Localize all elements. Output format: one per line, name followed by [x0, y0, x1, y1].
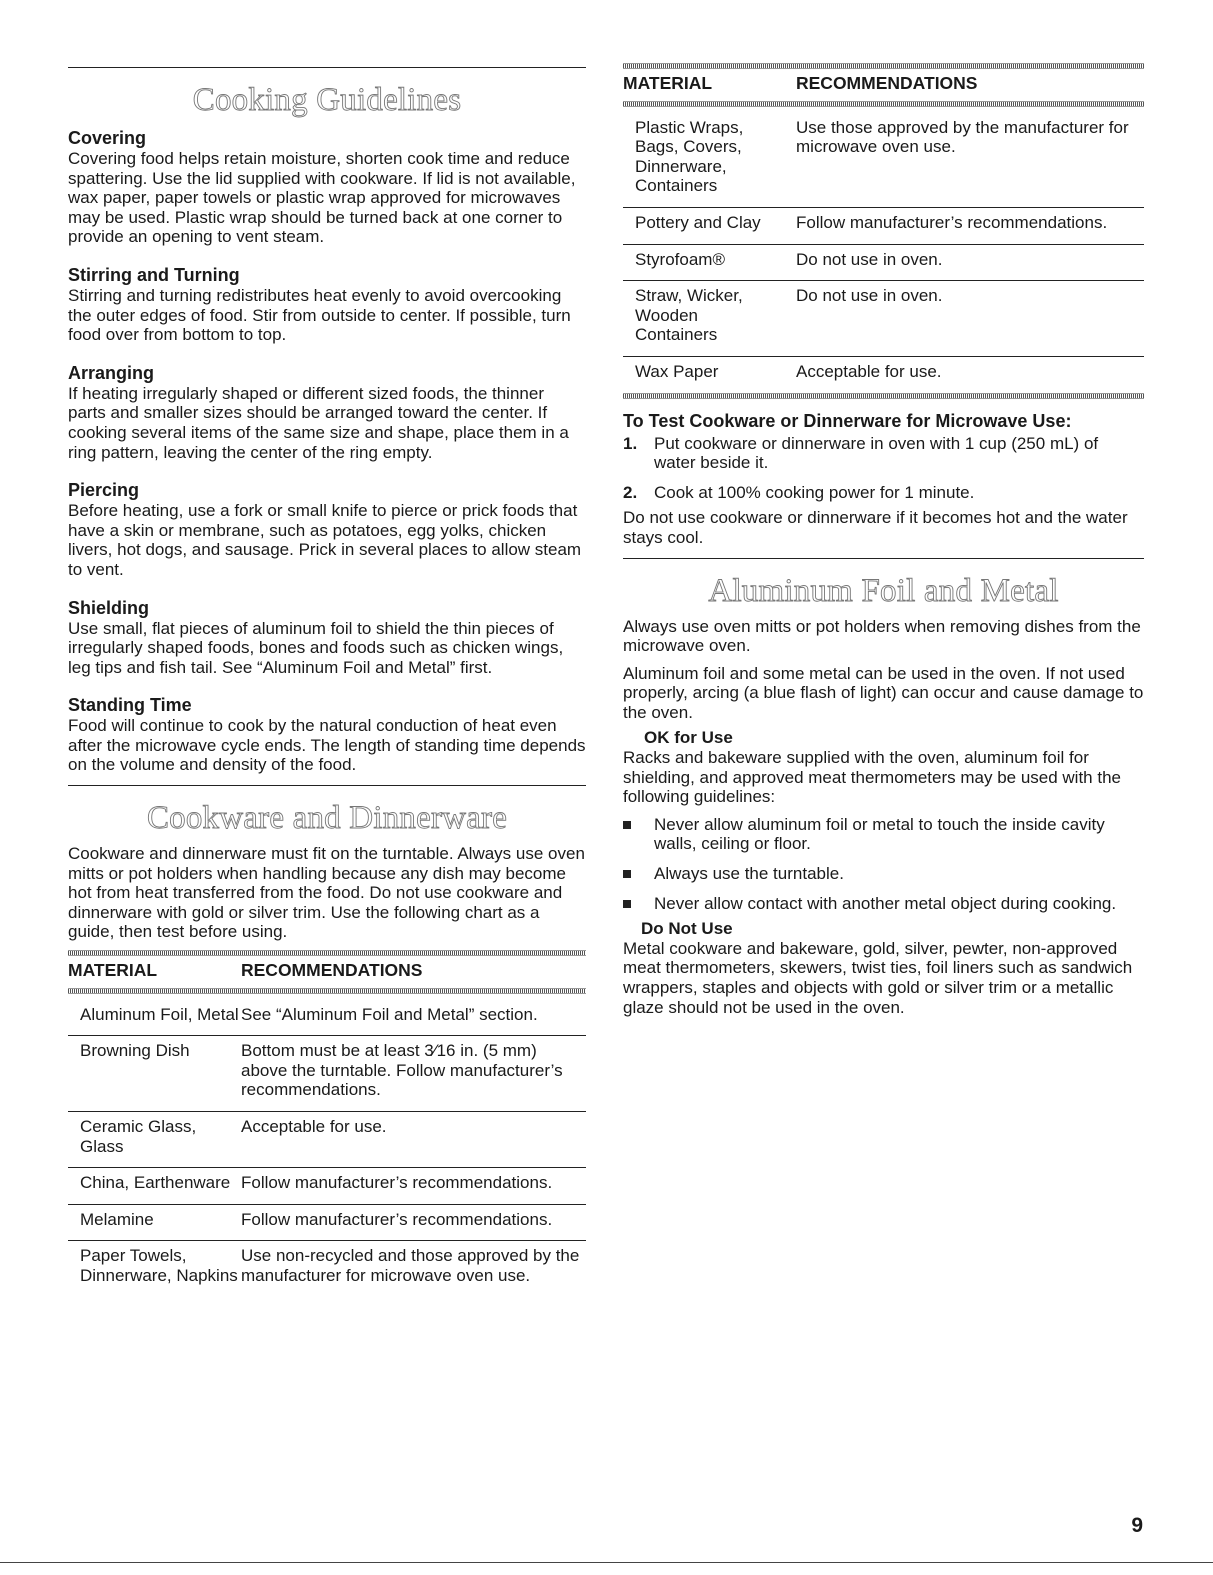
guideline-text: Covering food helps retain moisture, shorten cook time and reduce spattering. Use the lid supplied with cookware. If lid is not available, wax paper, paper towels or plastic wrap approved for microwaves may be used. Plastic wrap should be turned back at one corner to provide an opening to vent steam. [68, 149, 576, 247]
bullet-icon [623, 900, 631, 908]
recommendation-cell: Use non-recycled and those approved by the manufacturer for microwave oven use. [241, 1246, 580, 1285]
material-cell: Browning Dish [68, 1036, 241, 1112]
list-item [623, 894, 1144, 914]
table-row [623, 207, 1144, 244]
list-item [623, 483, 1144, 503]
table-row [68, 1036, 586, 1112]
page-number: 9 [1131, 1514, 1143, 1537]
recommendation-cell: Acceptable for use. [241, 1112, 586, 1168]
material-cell: Ceramic Glass, Glass [68, 1112, 241, 1168]
step-number: 1. [623, 433, 638, 453]
do-not-use-text: Metal cookware and bakeware, gold, silver, pewter, non-approved meat thermometers, skewers, twist ties, foil liners such as sandwich wrappers, staples and objects with gold or silver trim or a metallic glaze should not be used in the oven. [623, 938, 1133, 1017]
footer-line [0, 1562, 1213, 1563]
bullet-icon [623, 870, 631, 878]
list-item [623, 864, 1144, 884]
recommendation-cell: See “Aluminum Foil and Metal” section. [241, 1000, 586, 1036]
do-not-use-heading: Do Not Use [641, 919, 733, 939]
aluminum-p2: Aluminum foil and some metal can be used in the oven. If not used properly, arcing (a blue flash of light) can occur and cause damage to the oven. [623, 663, 1144, 722]
header-border [68, 988, 586, 994]
table-row [68, 1168, 586, 1205]
guideline-text: If heating irregularly shaped or different sized foods, the thinner parts and smaller sizes should be arranged toward the center. If cooking several items of the same size and shape, place them in a ring pattern, leaving the center of the ring empty. [68, 383, 569, 462]
material-cell: Straw, Wicker, Wooden Containers [623, 281, 796, 357]
recommendation-cell: Follow manufacturer’s recommendations. [796, 207, 1144, 244]
material-cell: Aluminum Foil, Metal [68, 1000, 241, 1036]
table-row [623, 113, 1144, 208]
guideline-heading: Piercing [68, 480, 140, 501]
step-text: Cook at 100% cooking power for 1 minute. [654, 482, 975, 502]
list-item [623, 815, 1144, 854]
recommendation-cell: Follow manufacturer’s recommendations. [241, 1168, 586, 1205]
section-title-aluminum: Aluminum Foil and Metal [708, 572, 1059, 609]
column-header-material: MATERIAL [623, 73, 713, 93]
recommendation-cell: Do not use in oven. [796, 244, 1144, 281]
column-header-material: MATERIAL [68, 960, 158, 981]
material-cell: Plastic Wraps, Bags, Covers, Dinnerware, Containers [623, 113, 796, 208]
section-rule [68, 785, 586, 786]
material-cell: Paper Towels, Dinnerware, Napkins [80, 1246, 238, 1285]
guideline-text: Before heating, use a fork or small knife to pierce or prick foods that have a skin or membrane, such as potatoes, egg yolks, chicken livers, hot dogs, and sausage. Prick in several places to allow steam to vent. [68, 501, 582, 579]
guideline-piercing [68, 480, 586, 579]
guideline-heading: Standing Time [68, 695, 192, 716]
test-note: Do not use cookware or dinnerware if it becomes hot and the water stays cool. [623, 508, 1128, 547]
recommendation-cell: Do not use in oven. [796, 281, 1144, 357]
recommendation-cell: Follow manufacturer’s recommendations. [241, 1204, 586, 1241]
table-header-row [623, 69, 1144, 101]
recommendation-cell: Acceptable for use. [796, 361, 942, 381]
column-header-recommendations: RECOMMENDATIONS [241, 960, 423, 981]
guideline-standing-time [68, 695, 586, 775]
guideline-arranging [68, 363, 586, 462]
list-item [623, 434, 1144, 473]
cookware-intro: Cookware and dinnerware must fit on the turntable. Always use oven mitts or pot holders when handling because any dish may become hot from heat transferred from the food. Do not use cookware and dinnerware with gold or silver trim. Use the following chart as a guide, then test before using. [68, 844, 585, 942]
bullet-icon [623, 821, 631, 829]
guideline-stirring [68, 265, 586, 345]
material-cell: Wax Paper [635, 361, 719, 381]
section-title-cooking-guidelines: Cooking Guidelines [192, 82, 462, 118]
material-cell: China, Earthenware [68, 1168, 241, 1205]
header-border [623, 101, 1144, 107]
table-row [68, 1204, 586, 1241]
material-cell: Styrofoam® [623, 244, 796, 281]
table-row [623, 356, 1144, 392]
ok-bullets [623, 815, 1144, 913]
table-row [623, 281, 1144, 357]
bullet-text: Never allow contact with another metal object during cooking. [654, 893, 1117, 913]
table-row [623, 244, 1144, 281]
column-header-recommendations: RECOMMENDATIONS [796, 73, 978, 93]
step-text: Put cookware or dinnerware in oven with 1 cup (250 mL) of water beside it. [654, 433, 1099, 473]
material-cell: Pottery and Clay [623, 207, 796, 244]
bullet-text: Never allow aluminum foil or metal to touch the inside cavity walls, ceiling or floor. [654, 814, 1105, 854]
guideline-heading: Shielding [68, 597, 149, 618]
section-rule [68, 67, 586, 68]
table-row [68, 1000, 586, 1036]
cookware-table-left [68, 956, 586, 1297]
guideline-heading: Covering [68, 128, 147, 148]
guideline-text: Use small, flat pieces of aluminum foil to shield the thin pieces of irregularly shaped foods, bones and foods such as chicken wings, leg tips and fish tail. See “Aluminum Foil and Metal” first. [68, 618, 564, 677]
step-number: 2. [623, 482, 638, 502]
recommendation-cell: Use those approved by the manufacturer for microwave oven use. [796, 113, 1144, 208]
left-column [68, 0, 586, 1297]
table-row [68, 1241, 586, 1297]
ok-for-use-heading: OK for Use [644, 728, 733, 748]
bullet-text: Always use the turntable. [654, 864, 844, 884]
table-row [68, 1112, 586, 1168]
section-title-cookware: Cookware and Dinnerware [146, 800, 508, 837]
table-bottom-border [623, 393, 1144, 399]
guideline-text: Stirring and turning redistributes heat evenly to avoid overcooking the outer edges of food. Stir from outside to center. If possible, turn food over from bottom to top. [68, 285, 571, 345]
aluminum-p1: Always use oven mitts or pot holders when removing dishes from the microwave oven. [623, 616, 1141, 656]
recommendation-cell: Bottom must be at least 3⁄16 in. (5 mm) above the turntable. Follow manufacturer’s recommendations. [241, 1036, 586, 1112]
table-header-row [68, 956, 586, 988]
right-column [623, 0, 1144, 1017]
cookware-table-right [623, 69, 1144, 393]
guideline-heading: Stirring and Turning [68, 264, 240, 285]
guideline-shielding [68, 598, 586, 678]
guideline-covering [68, 128, 586, 247]
test-heading: To Test Cookware or Dinnerware for Microwave Use: [623, 410, 1072, 431]
guideline-heading: Arranging [68, 362, 155, 383]
section-rule [623, 558, 1144, 559]
test-steps [623, 434, 1144, 503]
material-cell: Melamine [68, 1204, 241, 1241]
ok-for-use-text: Racks and bakeware supplied with the oven, aluminum foil for shielding, and approved meat thermometers may be used with the following guidelines: [623, 748, 1121, 807]
guideline-text: Food will continue to cook by the natural conduction of heat even after the microwave cycle ends. The length of standing time depends on the volume and density of the food. [68, 716, 586, 775]
